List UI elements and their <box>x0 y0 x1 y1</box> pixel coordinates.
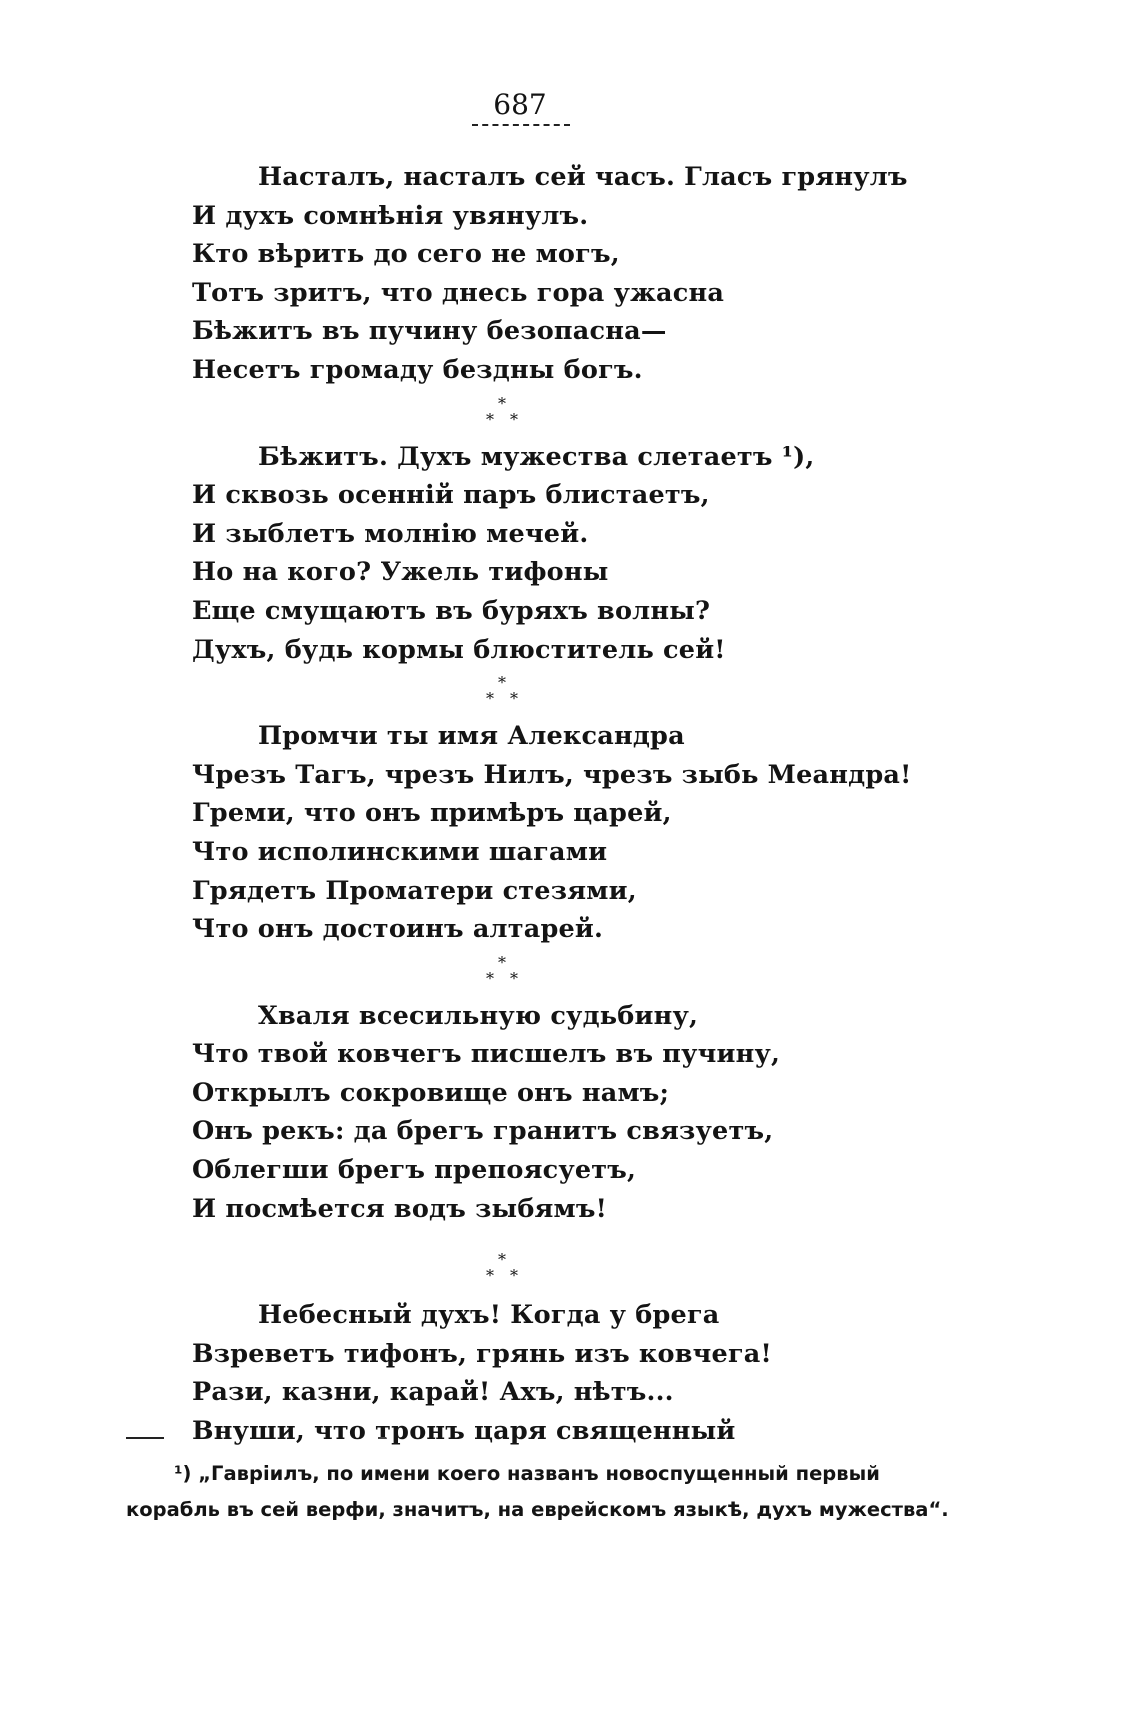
verse-line: Что онъ достоинъ алтарей. <box>192 914 604 945</box>
verse-line: Еще смущаютъ въ буряхъ волны? <box>192 595 711 626</box>
footnote-line: корабль въ сей верфи, значитъ, на еврейскомъ языкѣ, духъ мужества“. <box>126 1498 949 1521</box>
asterisk-icon: * <box>486 689 494 709</box>
asterisk-icon: * <box>486 1266 494 1286</box>
asterisk-icon: * <box>510 409 518 429</box>
asterisk-icon: * <box>498 393 506 413</box>
verse-line: Онъ рекъ: да брегъ гранитъ связуетъ, <box>192 1116 774 1147</box>
asterism-divider <box>192 669 952 717</box>
asterisk-icon: * <box>498 673 506 693</box>
verse-line: Что исполинскими шагами <box>192 836 608 867</box>
verse-line: Несетъ громаду бездны богъ. <box>192 354 643 385</box>
verse-line: Открылъ сокровище онъ намъ; <box>192 1077 670 1108</box>
verse-line: Духъ, будь кормы блюститель сей! <box>192 634 726 665</box>
stanza-5 <box>192 1296 952 1450</box>
page-number-rule <box>472 124 570 126</box>
verse-line: И зыблетъ молнію мечей. <box>192 518 589 549</box>
verse-line: Чрезъ Тагъ, чрезъ Нилъ, чрезъ зыбь Меандра! <box>192 759 912 790</box>
asterisk-icon: * <box>486 409 494 429</box>
asterisk-icon: * <box>486 968 494 988</box>
footnote <box>126 1456 1026 1528</box>
verse-line: Промчи ты имя Александра <box>258 721 685 752</box>
asterisk-icon: * <box>510 1266 518 1286</box>
verse-line: Бѣжитъ въ пучину безопасна— <box>192 316 667 347</box>
verse-line: Греми, что онъ примѣръ царей, <box>192 798 672 829</box>
stanza-3 <box>192 717 952 949</box>
stanza-4 <box>192 997 952 1229</box>
verse-line: Хваля всесильную судьбину, <box>258 1000 699 1031</box>
verse-line: Кто вѣрить до сего не могъ, <box>192 239 620 270</box>
verse-line: И посмѣется водъ зыбямъ! <box>192 1193 608 1224</box>
verse-line: Взреветъ тифонъ, грянь изъ ковчега! <box>192 1338 772 1369</box>
stanza-1 <box>192 158 952 390</box>
asterisk-icon: * <box>498 1250 506 1270</box>
verse-line: Рази, казни, карай! Ахъ, нѣтъ... <box>192 1377 674 1408</box>
verse-line: Но на кого? Ужель тифоны <box>192 557 609 588</box>
verse-line: И духъ сомнѣнія увянулъ. <box>192 200 589 231</box>
verse-line: Внуши, что тронъ царя священный <box>192 1416 736 1447</box>
verse-line: Небесный духъ! Когда у брега <box>258 1300 720 1331</box>
asterisk-icon: * <box>498 952 506 972</box>
asterism-divider <box>192 1228 952 1296</box>
verse-line: Что твой ковчегъ писшелъ въ пучину, <box>192 1039 781 1070</box>
poem <box>192 158 952 1451</box>
asterisk-icon: * <box>510 968 518 988</box>
verse-line: И сквозь осенній паръ блистаетъ, <box>192 480 710 511</box>
verse-line: Облегши брегъ препоясуетъ, <box>192 1155 637 1186</box>
verse-line: Насталъ, насталъ сей часъ. Гласъ грянулъ <box>258 162 908 192</box>
footnote-line: ¹) „Гавріилъ, по имени коего названъ новоспущенный первый <box>174 1462 880 1485</box>
verse-line: Бѣжитъ. Духъ мужества слетаетъ ¹), <box>258 441 815 472</box>
asterism-divider <box>192 949 952 997</box>
verse-line: Тотъ зритъ, что днесь гора ужасна <box>192 277 725 308</box>
stanza-2 <box>192 438 952 670</box>
verse-line: Грядетъ Проматери стезями, <box>192 875 637 906</box>
footnote-rule-mark <box>378 1437 386 1439</box>
page-number: 687 <box>493 88 547 121</box>
asterism-divider <box>192 390 952 438</box>
footnote-rule <box>126 1437 164 1439</box>
asterisk-icon: * <box>510 689 518 709</box>
